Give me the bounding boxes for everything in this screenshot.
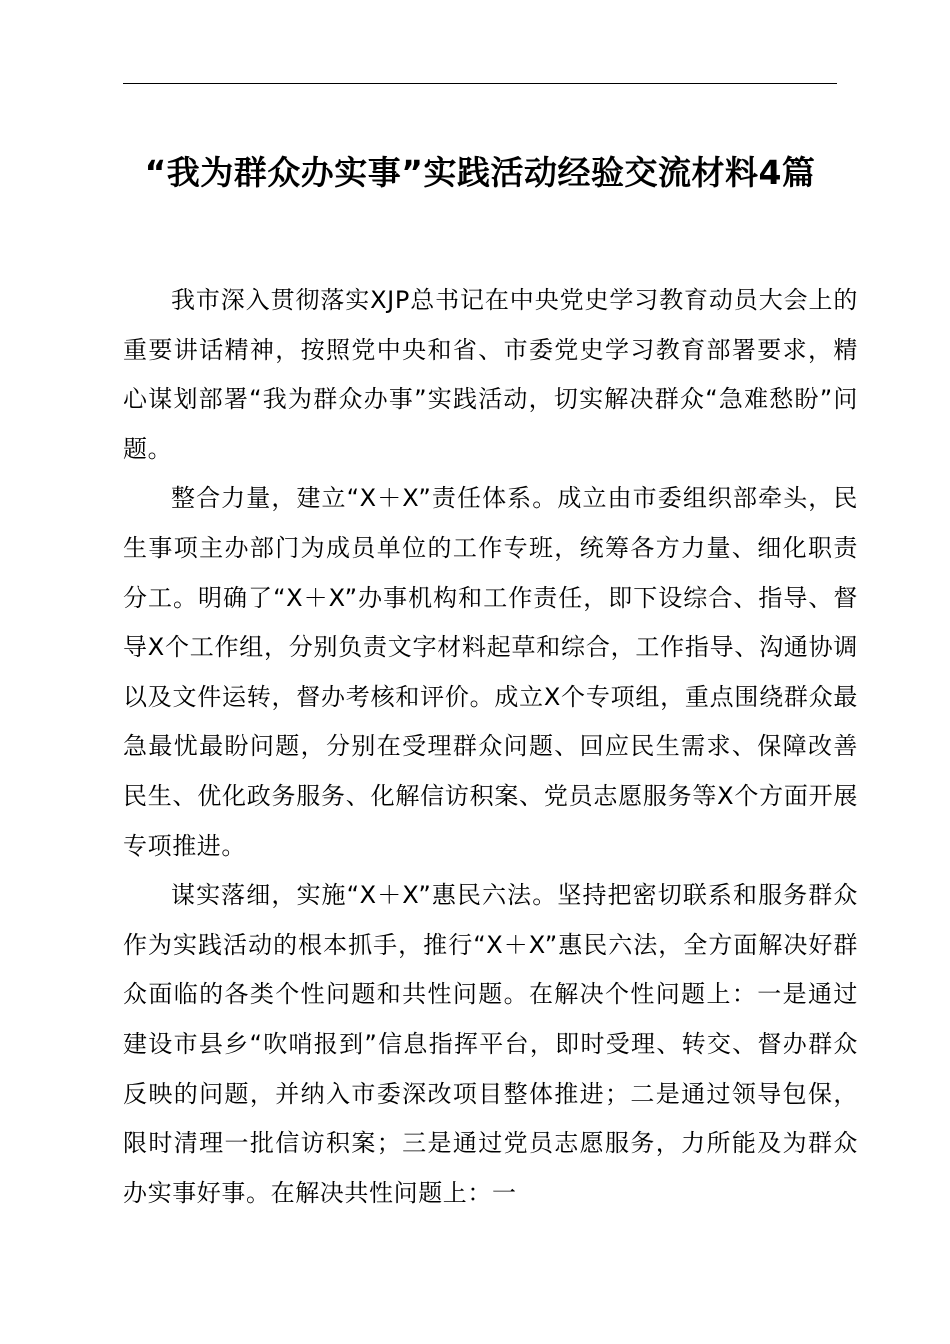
header-rule (123, 83, 837, 84)
paragraph-implement-measures: 谋实落细，实施“X＋X”惠民六法。坚持把密切联系和服务群众作为实践活动的根本抓手，推行“X＋X”惠民六法，全方面解决好群众面临的各类个性问题和共性问题。在解决个性问题上：一是通过建设市县乡“吹哨报到”信息指挥平台，即时受理、转交、督办群众反映的问题，并纳入市委深改项目整体推进；二是通过领导包保，限时清理一批信访积案；三是通过党员志愿服务，力所能及为群众办实事好事。在解决共性问题上：一 (123, 881, 858, 1207)
paragraph-integrate-forces: 整合力量，建立“X＋X”责任体系。成立由市委组织部牵头，民生事项主办部门为成员单位的工作专班，统筹各方力量、细化职责分工。明确了“X＋X”办事机构和工作责任，即下设综合、指导、督导X个工作组，分别负责文字材料起草和综合，工作指导、沟通协调以及文件运转，督办考核和评价。成立X个专项组，重点围绕群众最急最忧最盼问题，分别在受理群众问题、回应民生需求、保障改善民生、优化政务服务、化解信访积案、党员志愿服务等X个方面开展专项推进。 (123, 484, 858, 860)
paragraph-intro: 我市深入贯彻落实XJP总书记在中央党史学习教育动员大会上的重要讲话精神，按照党中央和省、市委党史学习教育部署要求，精心谋划部署“我为群众办事”实践活动，切实解决群众“急难愁盼”问题。 (123, 286, 858, 463)
document-body (123, 276, 858, 1218)
document-title: “我为群众办实事”实践活动经验交流材料4篇 (144, 153, 816, 192)
